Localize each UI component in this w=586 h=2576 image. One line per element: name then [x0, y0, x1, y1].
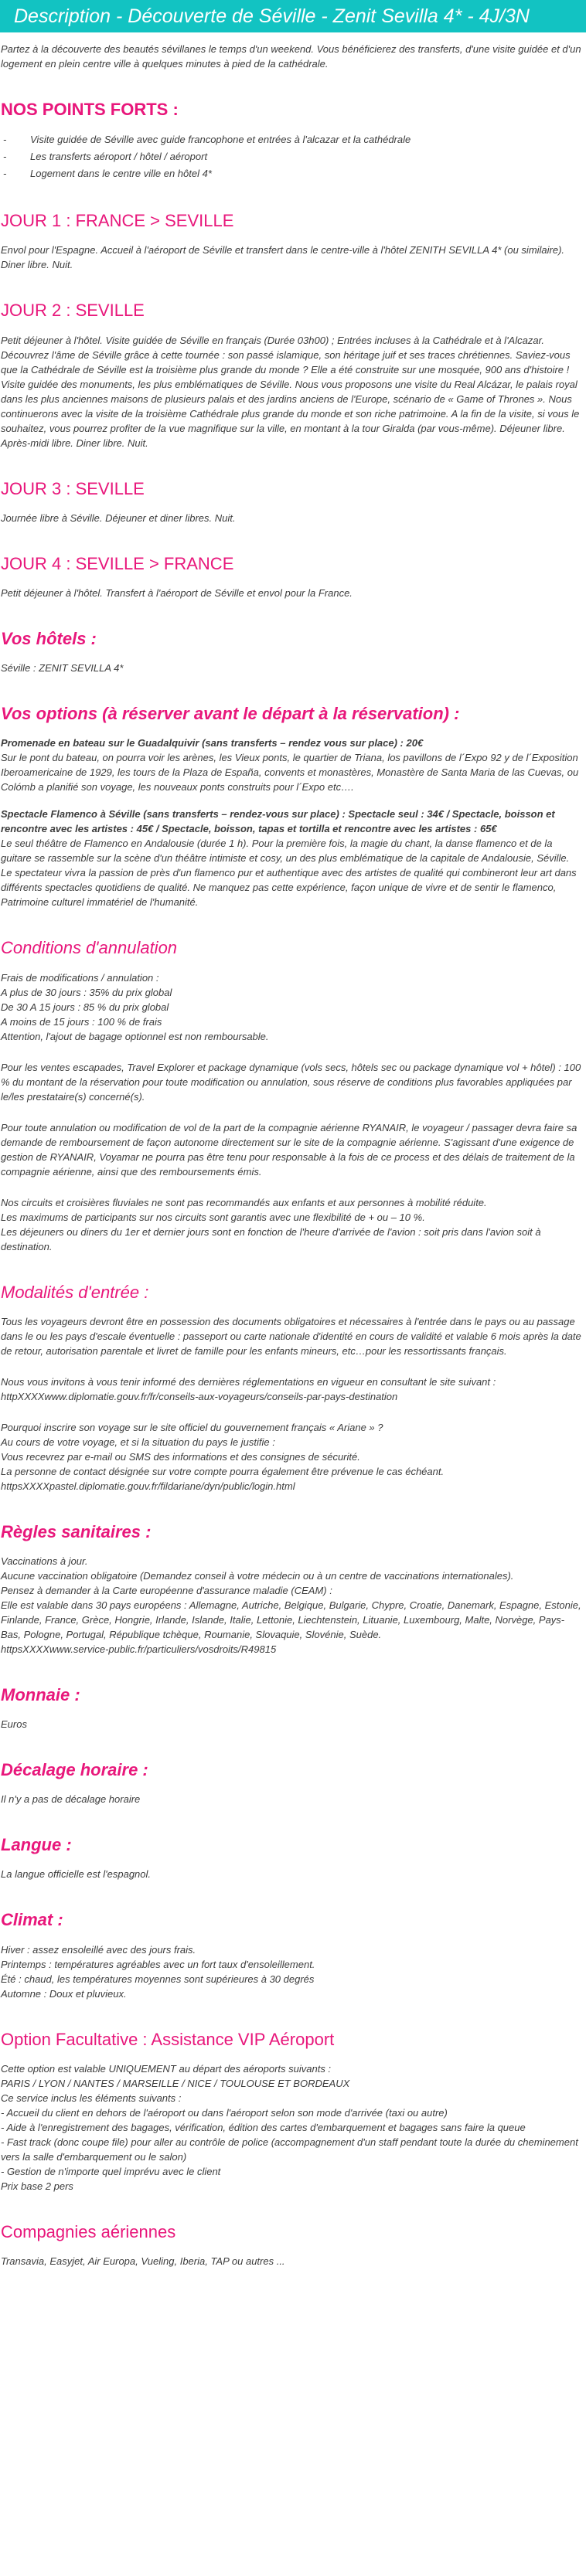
- list-item: - Logement dans le centre ville en hôtel 4*: [1, 165, 583, 182]
- currency-title: Monnaie :: [1, 1684, 80, 1704]
- intro-text: Partez à la découverte des beautés sévillanes le temps d'un weekend. Vous bénéficierez des transferts, d'une visite guidée et d'un logement en plein centre ville à quelques minutes à pied de la cathédrale.: [1, 43, 581, 70]
- health-line: Aucune vaccination obligatoire (Demandez conseil à votre médecin ou à un centre de vaccinations internationales).: [1, 1569, 514, 1582]
- content: [0, 42, 586, 2268]
- vip-line: PARIS / LYON / NANTES / MARSEILLE / NICE / TOULOUSE ET BORDEAUX: [1, 2077, 350, 2089]
- vip-line: - Fast track (donc coupe file) pour aller au contrôle de police (accompagnement d'un staff pendant toute la durée du cheminement vers la salle d'embarquement ou le salon): [1, 2136, 578, 2163]
- day1-title: JOUR 1 : FRANCE > SEVILLE: [1, 211, 234, 231]
- entry-regulations: Nous vous invitons à vous tenir informé des dernières réglementations en vigueur en consultant le site suivant : httpXXXXwww.diplomatie.gouv.fr/fr/conseils-aux-voyageurs/conseils-par-pays-destination: [1, 1375, 496, 1402]
- day1-text: Envol pour l'Espagne. Accueil à l'aéroport de Séville et transfert dans le centre-ville à l'hôtel ZENITH SEVILLA 4* (ou similaire). Diner libre. Nuit.: [1, 244, 565, 271]
- airlines-text: Transavia, Easyjet, Air Europa, Vueling, Iberia, TAP ou autres ...: [1, 2255, 285, 2267]
- cancellation-note: Nos circuits et croisières fluviales ne sont pas recommandés aux enfants et aux personnes à mobilité réduite.: [1, 1196, 487, 1208]
- climate-text: [1, 1942, 583, 2001]
- list-item: - Les transferts aéroport / hôtel / aéroport: [1, 148, 583, 165]
- cancellation-note: Les déjeuners ou diners du 1er et dernier jours sont en fonction de l'heure d'arrivée de l'avion : soit pris dans l'avion soit à destination.: [1, 1225, 541, 1252]
- cancellation-line: A plus de 30 jours : 35% du prix global: [1, 986, 172, 998]
- climate-line: Été : chaud, les températures moyennes sont supérieures à 30 degrés: [1, 1973, 315, 1985]
- option-boat-text: Sur le pont du bateau, on pourra voir les arènes, les Vieux ponts, le quartier de Triana, los pavillons de l´Expo 92 y de l´Exposition Iberoamericaine de 1929, les tours de la Plaza de España, convents et monastères, Monastère de Santa Maria de las Cuevas, ou Colómb a planifié son voyage, les nouveaux ponts construits pour l´Expo etc….: [1, 752, 579, 794]
- entry-ariane-line: Pourquoi inscrire son voyage sur le site officiel du gouvernement français « Ariane » ?: [1, 1421, 383, 1433]
- option-boat: [1, 736, 583, 794]
- entry-title: Modalités d'entrée :: [1, 1282, 149, 1302]
- vip-line: - Gestion de n'importe quel imprévu avec le client: [1, 2165, 221, 2177]
- day2-text: Petit déjeuner à l'hôtel. Visite guidée de Séville en français (Durée 03h00) ; Entrées incluses à la Cathédrale et à l'Alcazar. Découvrez l'âme de Séville grâce à cette tournée : son passé islamique, son héritage juif et ses traces chrétiennes. Saviez-vous que la Cathédrale de Séville est la troisième plus grande du monde ? Elle a été construite sur une mosquée, 900 ans d'histoire ! Visite guidée des monuments, les plus emblématiques de Séville. Nous vous proposons une visite du Real Alcázar, le palais royal dans les plus anciennes maisons de plusieurs palais et des jardins anciens de l'Europe, scénario de « Game of Thrones ». Nous continuerons avec la visite de la troisième Cathédrale plus grande du monde et son riche patrimoine. A la fin de la visite, si vous le souhaitez, vous pourrez profiter de la vue magnifique sur la ville, en montant à la tour Giralda (par vous-même). Déjeuner libre. Après-midi libre. Diner libre. Nuit.: [1, 334, 580, 449]
- vip-line: - Accueil du client en dehors de l'aéroport ou dans l'aéroport selon son mode d'arrivée (taxi ou autre): [1, 2106, 448, 2119]
- cancellation-line: Frais de modifications / annulation :: [1, 971, 159, 984]
- vip-line: Cette option est valable UNIQUEMENT au départ des aéroports suivants :: [1, 2062, 332, 2075]
- option-flamenco: [1, 807, 583, 909]
- day4-text: Petit déjeuner à l'hôtel. Transfert à l'aéroport de Séville et envol pour la France.: [1, 586, 353, 599]
- currency-text: Euros: [1, 1718, 27, 1731]
- options-title: Vos options (à réserver avant le départ à la réservation) :: [1, 704, 460, 724]
- health-text: [1, 1554, 583, 1657]
- airlines-title: Compagnies aériennes: [1, 2221, 176, 2241]
- vip-text: [1, 2061, 583, 2194]
- language-title: Langue :: [1, 1835, 72, 1855]
- points-title: NOS POINTS FORTS :: [1, 100, 179, 119]
- day4-title: JOUR 4 : SEVILLE > FRANCE: [1, 553, 234, 573]
- climate-line: Hiver : assez ensoleillé avec des jours frais.: [1, 1943, 196, 1956]
- option-flamenco-title: Spectacle Flamenco à Séville (sans transferts – rendez-vous sur place) : Spectacle seul : 34€ / Spectacle, boisson et rencontre avec les artistes : 45€ / Spectacle, boisson, tapas et tortilla et rencontre avec les artistes : 65€: [1, 808, 555, 835]
- cancellation-title: Conditions d'annulation: [1, 938, 178, 958]
- day2-title: JOUR 2 : SEVILLE: [1, 301, 145, 321]
- page-title: Description - Découverte de Séville - Zenit Sevilla 4* - 4J/3N: [14, 5, 530, 27]
- timezone-text: Il n'y a pas de décalage horaire: [1, 1793, 141, 1806]
- health-line: Pensez à demander à la Carte européenne d'assurance maladie (CEAM) :: [1, 1584, 332, 1596]
- cancellation-fees: [1, 970, 583, 1044]
- vip-line: Ce service inclus les éléments suivants :: [1, 2092, 182, 2104]
- climate-title: Climat :: [1, 1910, 63, 1930]
- day3-text: Journée libre à Séville. Déjeuner et diner libres. Nuit.: [1, 511, 236, 524]
- entry-ariane-link[interactable]: httpsXXXXpastel.diplomatie.gouv.fr/fildariane/dyn/public/login.html: [1, 1480, 295, 1492]
- climate-line: Printemps : températures agréables avec un fort taux d'ensoleillement.: [1, 1958, 315, 1970]
- cancellation-notes: [1, 1195, 583, 1254]
- option-boat-title: Promenade en bateau sur le Guadalquivir (sans transferts – rendez vous sur place) : 20€: [1, 737, 424, 749]
- climate-line: Automne : Doux et pluvieux.: [1, 1987, 127, 2000]
- cancellation-note: Les maximums de participants sur nos circuits sont garantis avec une flexibilité de + ou – 10 %.: [1, 1211, 425, 1223]
- day3-title: JOUR 3 : SEVILLE: [1, 478, 145, 498]
- vip-line: Prix base 2 pers: [1, 2180, 73, 2192]
- points-list: [1, 131, 583, 182]
- list-item: - Visite guidée de Séville avec guide francophone et entrées à l'alcazar et la cathédrale: [1, 131, 583, 148]
- cancellation-line: A moins de 15 jours : 100 % de frais: [1, 1015, 162, 1028]
- cancellation-line: Attention, l'ajout de bagage optionnel est non remboursable.: [1, 1030, 269, 1042]
- entry-documents: Tous les voyageurs devront être en possession des documents obligatoires et nécessaires à l'entrée dans le pays ou au passage dans le ou les pays d'escale éventuelle : passeport ou carte nationale d'identité en cours de validité et valable 6 mois après la date de retour, autorisation parentale et livret de famille pour les enfants mineurs, etc…pour les ressortissants français.: [1, 1315, 581, 1357]
- cancellation-ryanair: Pour toute annulation ou modification de vol de la part de la compagnie aérienne RYANAIR, le voyageur / passager devra faire sa demande de remboursement de façon autonome directement sur le site de la compagnie aérienne. S'agissant d'une exigence de gestion de RYANAIR, Voyamar ne pourra pas être tenu pour responsable à la fois de ce process et des délais de traitement de la compagnie aérienne, ainsi que des remboursements émis.: [1, 1121, 577, 1178]
- vip-line: - Aide à l'enregistrement des bagages, vérification, édition des cartes d'embarquement et bagages sans faire la queue: [1, 2121, 526, 2133]
- entry-ariane-line: Au cours de votre voyage, et si la situation du pays le justifie :: [1, 1436, 275, 1448]
- language-text: La langue officielle est l'espagnol.: [1, 1868, 152, 1881]
- hotels-text: Séville : ZENIT SEVILLA 4*: [1, 662, 124, 675]
- health-link[interactable]: httpsXXXXwww.service-public.fr/particuliers/vosdroits/R49815: [1, 1643, 277, 1655]
- timezone-title: Décalage horaire :: [1, 1760, 148, 1780]
- entry-ariane-line: Vous recevrez par e-mail ou SMS des informations et des consignes de sécurité.: [1, 1450, 360, 1463]
- entry-ariane-line: La personne de contact désignée sur votre compte pourra également être prévenue le cas échéant.: [1, 1465, 445, 1477]
- hotels-title: Vos hôtels :: [1, 628, 97, 648]
- health-line: Vaccinations à jour.: [1, 1555, 88, 1567]
- cancellation-line: De 30 A 15 jours : 85 % du prix global: [1, 1001, 169, 1013]
- vip-title: Option Facultative : Assistance VIP Aéroport: [1, 2029, 335, 2049]
- entry-ariane: [1, 1420, 583, 1494]
- page-title-banner: [0, 0, 586, 32]
- option-flamenco-text: Le seul théâtre de Flamenco en Andalousie (durée 1 h). Pour la première fois, la magie du chant, la danse flamenco et de la guitare se rassemble sur la scène d'un théâtre intimiste et cosy, un des plus emblématique de la capitale de Andalousie, Séville. Le spectateur vivra la passion de près d'un flamenco pur et authentique avec des artistes de qualité qui combineront leur art dans différents spectacles quotidiens de qualité. Ne manquez pas cette expérience, façon unique de vivre et de sentir le flamenco, Patrimoine culturel immatériel de l'humanité.: [1, 838, 577, 909]
- health-countries: Elle est valable dans 30 pays européens : Allemagne, Autriche, Belgique, Bulgarie, Chypre, Croatie, Danemark, Espagne, Estonie, Finlande, France, Grèce, Hongrie, Irlande, Islande, Italie, Lettonie, Liechtenstein, Lituanie, Luxembourg, Malte, Norvège, Pays-Bas, Pologne, Portugal, République tchèque, Roumanie, Slovaquie, Slovénie, Suède.: [1, 1599, 581, 1640]
- cancellation-dynamic-package: Pour les ventes escapades, Travel Explorer et package dynamique (vols secs, hôtels sec ou package dynamique vol + hôtel) : 100 % du montant de la réservation pour toute modification ou annulation, sous réserve de conditions plus favorables appliquées par le/les prestataire(s) concerné(s).: [1, 1061, 581, 1103]
- health-title: Règles sanitaires :: [1, 1521, 152, 1541]
